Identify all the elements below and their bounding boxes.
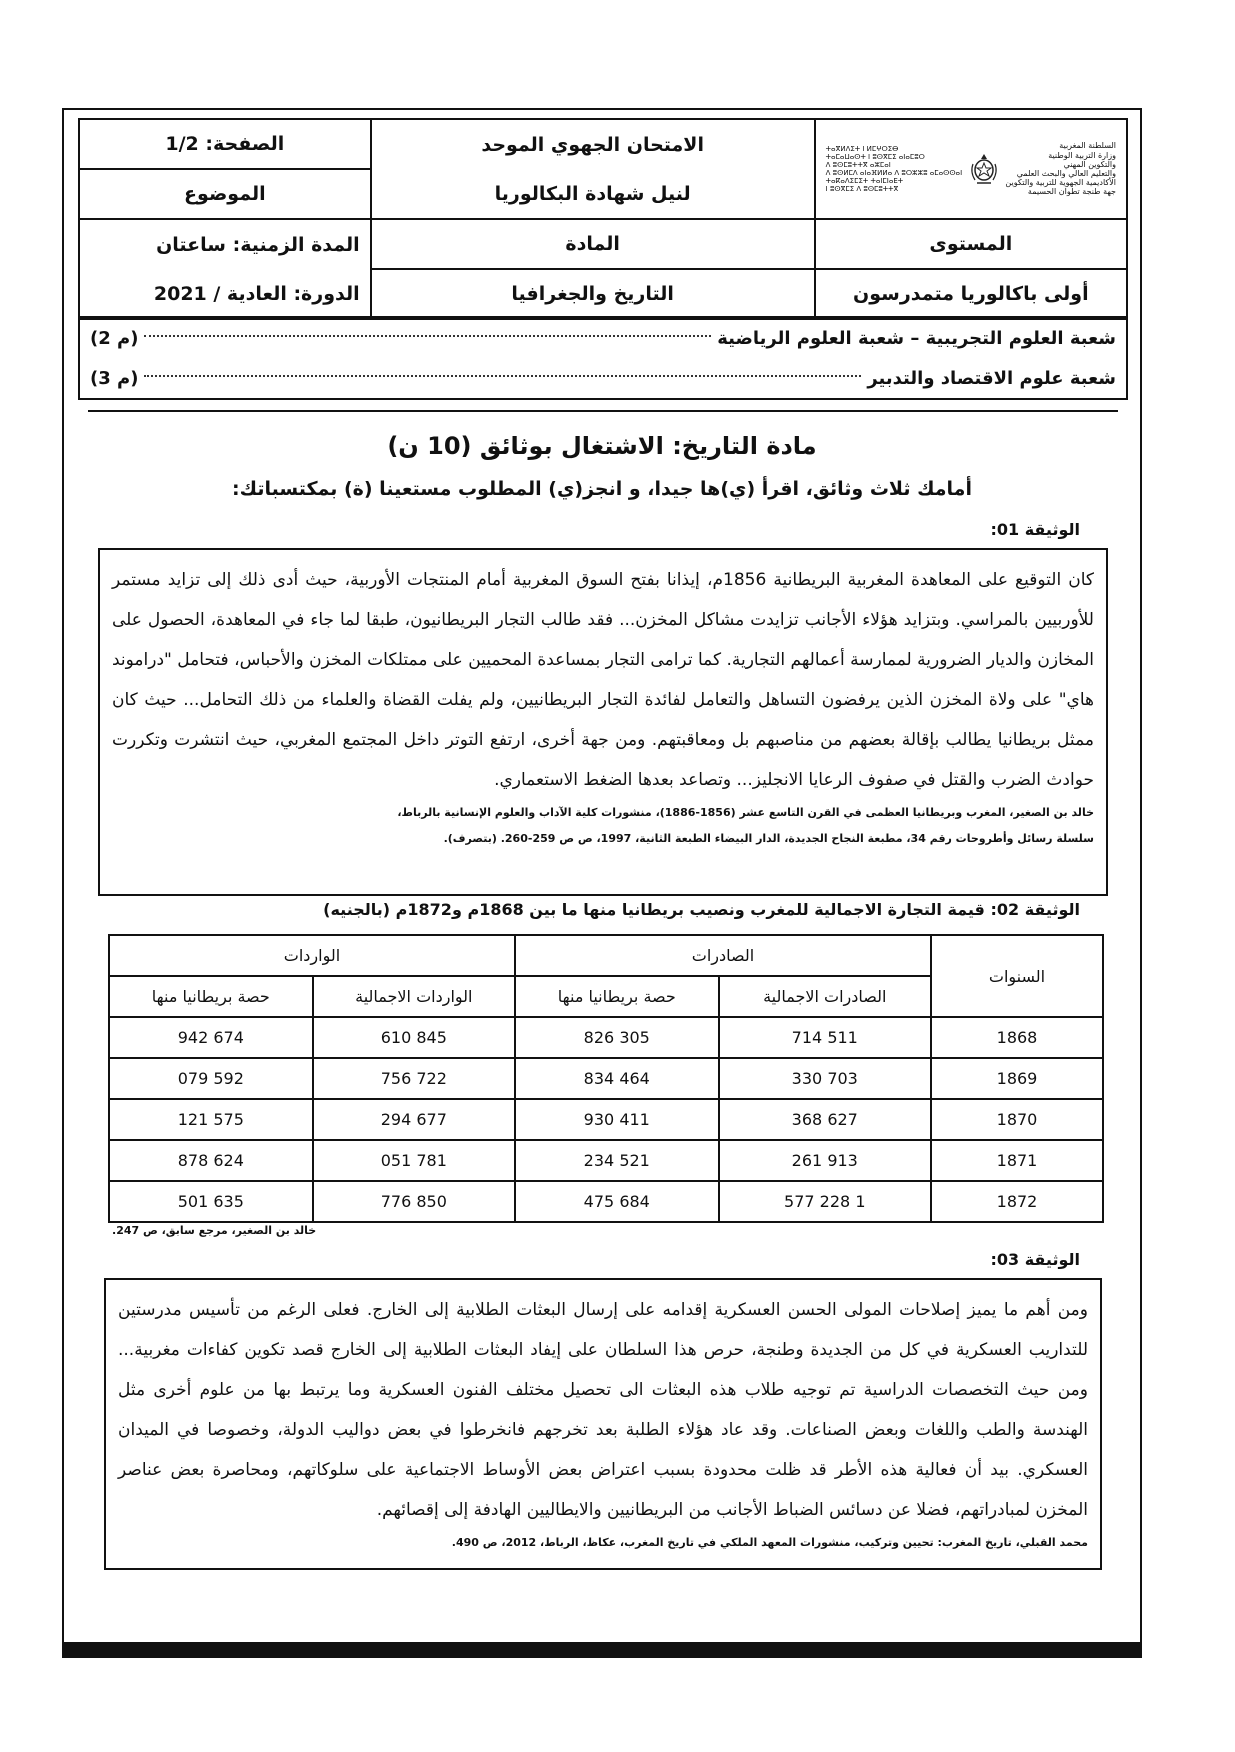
instructions: أمامك ثلاث وثائق، اقرأ (ي)ها جيدا، و انجز(ي) المطلوب مستعينا (ة) بمكتسباتك: — [232, 478, 972, 500]
exam-page — [62, 108, 1142, 1656]
ministry-line: ⵏ ⵓⵙⴳⵎⵉ ⴷ ⵓⵙⵎⵓⵜⵜⴳ — [825, 185, 899, 194]
cell-exp-total: 1 228 577 — [719, 1181, 931, 1222]
branch-coef: (م 3) — [90, 367, 139, 389]
table-row — [109, 1017, 1103, 1058]
doc2-source: خالد بن الصغير، مرجع سابق، ص 247. — [112, 1224, 317, 1237]
cell-exp-total: 703 330 — [719, 1058, 931, 1099]
cell-imp-uk: 575 121 — [109, 1099, 313, 1140]
ministry-line: ⵜⴰⴽⴰⴷⵉⵎⵉⵜ ⵜⴰⵏⵎⵏⴰⴹⵜ — [825, 177, 904, 186]
header-exports-total: الصادرات الاجمالية — [719, 976, 931, 1017]
branch-coef: (م 2) — [90, 327, 139, 349]
doc3-label: الوثيقة 03: — [990, 1250, 1080, 1269]
doc3-source: محمد القبلي، تاريخ المغرب: تحيين وتركيب، منشورات المعهد الملكي في تاريخ المغرب، عكاظ، الرباط، 2012، ص 490. — [451, 1536, 1088, 1549]
level-head: المستوى — [815, 219, 1127, 269]
table-row — [109, 1181, 1103, 1222]
exam-title: الامتحان الجهوي الموحد — [371, 119, 815, 169]
ministry-line: ⴷ ⵓⵙⵍⵎⴷ ⴰⵏⴰⴼⵍⵍⴰ ⴷ ⵓⵔⵣⵣⵓ ⴰⵎⴰⵙⵙⴰⵏ — [825, 169, 963, 177]
branch-name: شعبة علوم الاقتصاد والتدبير — [867, 367, 1116, 389]
page-bottom-bar — [62, 1642, 1142, 1658]
ministry-line: ⵜⴰⵎⴰⵡⴰⵙⵜ ⵏ ⵓⵙⴳⵎⵉ ⴰⵏⴰⵎⵓⵔ — [825, 152, 925, 161]
ministry-line: والتعليم العالي والبحث العلمي — [1016, 169, 1116, 178]
ministry-line: ⴷ ⵓⵙⵎⵓⵜⵜⴳ ⴰⵣⵎⴰⵏ — [825, 160, 891, 169]
cell-imp-total: 850 776 — [313, 1181, 515, 1222]
session: الدورة: العادية / 2021 — [79, 269, 371, 319]
ministry-line: ⵜⴰⴳⵍⴷⵉⵜ ⵏ ⵍⵎⵖⵔⵉⴱ — [825, 144, 899, 153]
doc3-box — [104, 1278, 1102, 1570]
cell-year: 1870 — [931, 1099, 1103, 1140]
header-exports: الصادرات — [515, 935, 931, 976]
doc1-source: خالد بن الصغير، المغرب وبريطانيا العظمى في القرن التاسع عشر (1856-1886)، منشورات كلية الآداب والعلوم الإنسانية بالرباط، — [397, 806, 1094, 819]
cell-exp-total: 627 368 — [719, 1099, 931, 1140]
cell-exp-uk: 411 930 — [515, 1099, 719, 1140]
cell-imp-total: 781 051 — [313, 1140, 515, 1181]
header-exports-uk: حصة بريطانيا منها — [515, 976, 719, 1017]
table-row — [109, 1140, 1103, 1181]
header-table — [78, 118, 1128, 320]
cell-imp-uk: 635 501 — [109, 1181, 313, 1222]
cell-year: 1868 — [931, 1017, 1103, 1058]
cell-exp-total: 913 261 — [719, 1140, 931, 1181]
exam-subtitle: لنيل شهادة البكالوريا — [371, 169, 815, 219]
exam-header — [78, 118, 1128, 308]
ministry-arabic — [1005, 141, 1116, 196]
ministry-line: والتكوين المهني — [1063, 159, 1116, 169]
doc1-label: الوثيقة 01: — [990, 520, 1080, 539]
dotted-leader — [144, 375, 861, 377]
cell-year: 1869 — [931, 1058, 1103, 1099]
header-imports-uk: حصة بريطانيا منها — [109, 976, 313, 1017]
ministry-logo-cell — [815, 119, 1127, 219]
subject-label: الموضوع — [79, 169, 371, 219]
cell-exp-uk: 464 834 — [515, 1058, 719, 1099]
branch-row — [80, 358, 1126, 398]
cell-imp-uk: 592 079 — [109, 1058, 313, 1099]
subject-head: المادة — [371, 219, 815, 269]
cell-year: 1871 — [931, 1140, 1103, 1181]
cell-year: 1872 — [931, 1181, 1103, 1222]
cell-exp-uk: 305 826 — [515, 1017, 719, 1058]
doc3-text: ومن أهم ما يميز إصلاحات المولى الحسن العسكرية إقدامه على إرسال البعثات الطلابية إلى الخارج. فعلى الرغم من تأسيس مدرستين للتداريب العسكرية في كل من الجديدة وطنجة، حرص هذا السلطان على إيفاد البعثات الطلابية إلى الخارج قصد تكوين كفاءات مغربية... ومن حيث التخصصات الدراسية تم توجيه طلاب هذه البعثات الى تحصيل مختلف الفنون العسكرية وما يرتبط بها من علوم أخرى مثل الهندسة والطب واللغات وبعض الصناعات. وقد عاد هؤلاء الطلبة بعد تخرجهم فانخرطوا في بعض دواليب الدولة، وخصوصا في الميدان العسكري. بيد أن فعالية هذه الأطر قد ظلت محدودة بسبب اعتراض بعض الأوساط الاجتماعية على سلوكاتهم، ومحاصرة بعض عناصر المخزن لمبادراتهم، فضلا عن دسائس الضباط الأجانب من البريطانيين والايطاليين الهادفة إلى إقصائهم. — [118, 1300, 1088, 1520]
ministry-line: وزارة التربية الوطنية — [1048, 150, 1116, 160]
header-imports-total: الواردات الاجمالية — [313, 976, 515, 1017]
table-row — [109, 1099, 1103, 1140]
cell-imp-total: 722 756 — [313, 1058, 515, 1099]
cell-exp-total: 511 714 — [719, 1017, 931, 1058]
trade-table — [108, 934, 1104, 1223]
subject-value: التاريخ والجغرافيا — [371, 269, 815, 319]
branch-row — [80, 318, 1126, 358]
doc2-label: الوثيقة 02: قيمة التجارة الاجمالية للمغرب ونصيب بريطانيا منها ما بين 1868م و1872م (بالجنيه) — [323, 900, 1080, 919]
duration: المدة الزمنية: ساعتان — [79, 219, 371, 269]
table-row — [109, 1058, 1103, 1099]
ministry-line: جهة طنجة تطوان الحسيمة — [1027, 187, 1116, 197]
branch-name: شعبة العلوم التجريبية – شعبة العلوم الرياضية — [717, 327, 1116, 349]
ministry-line: السلطنة المغربية — [1059, 141, 1116, 151]
cell-exp-uk: 521 234 — [515, 1140, 719, 1181]
ministry-tifinagh — [826, 145, 962, 193]
header-imports: الواردات — [109, 935, 515, 976]
cell-imp-uk: 674 942 — [109, 1017, 313, 1058]
level-value: أولى باكالوريا متمدرسون — [815, 269, 1127, 319]
page-number: الصفحة: 1/2 — [79, 119, 371, 169]
section-title: مادة التاريخ: الاشتغال بوثائق (10 ن) — [387, 432, 817, 460]
branches-box — [78, 316, 1128, 400]
divider — [88, 410, 1118, 412]
doc1-source: سلسلة رسائل وأطروحات رقم 34، مطبعة النجاح الجديدة، الدار البيضاء الطبعة الثانية، 1997، ص ص 259-260. (بتصرف). — [443, 832, 1094, 845]
cell-imp-total: 845 610 — [313, 1017, 515, 1058]
dotted-leader — [144, 335, 711, 337]
doc1-box — [98, 548, 1108, 896]
cell-exp-uk: 684 475 — [515, 1181, 719, 1222]
cell-imp-total: 677 294 — [313, 1099, 515, 1140]
header-years: السنوات — [931, 935, 1103, 1017]
ministry-logo — [826, 141, 1116, 196]
cell-imp-uk: 624 878 — [109, 1140, 313, 1181]
doc1-text: كان التوقيع على المعاهدة المغربية البريطانية 1856م، إيذانا بفتح السوق المغربية أمام المنتجات الأوربية، حيث أدى ذلك إلى تزايد مستمر للأوربيين بالمراسي. وبتزايد هؤلاء الأجانب تزايدت مشاكل المخزن... فقد طالب التجار البريطانيون، طبقا لما جاء في المعاهدة، الحصول على المخازن والديار الضرورية لممارسة أعمالهم التجارية. كما ترامى التجار بمساعدة المحميين على ممتلكات المخزن والأحباس، فتحامل "دراموند هاي" على ولاة المخزن الذين يرفضون التساهل والتعامل لفائدة التجار البريطانيين، ولم يفلت القضاة والعلماء من ذلك التحامل... حيث كان ممثل بريطانيا يطالب بإقالة بعضهم من مناصبهم بل ومعاقبتهم. ومن جهة أخرى، ارتفع التوتر داخل المجتمع المغربي، حيث انتشرت وتكررت حوادث الضرب والقتل في صفوف الرعايا الانجليز... وتصاعد بعدها الضغط الاستعماري. — [112, 570, 1095, 790]
royal-emblem-icon — [969, 152, 999, 186]
ministry-line: الأكاديمية الجهوية للتربية والتكوين — [1005, 178, 1116, 188]
